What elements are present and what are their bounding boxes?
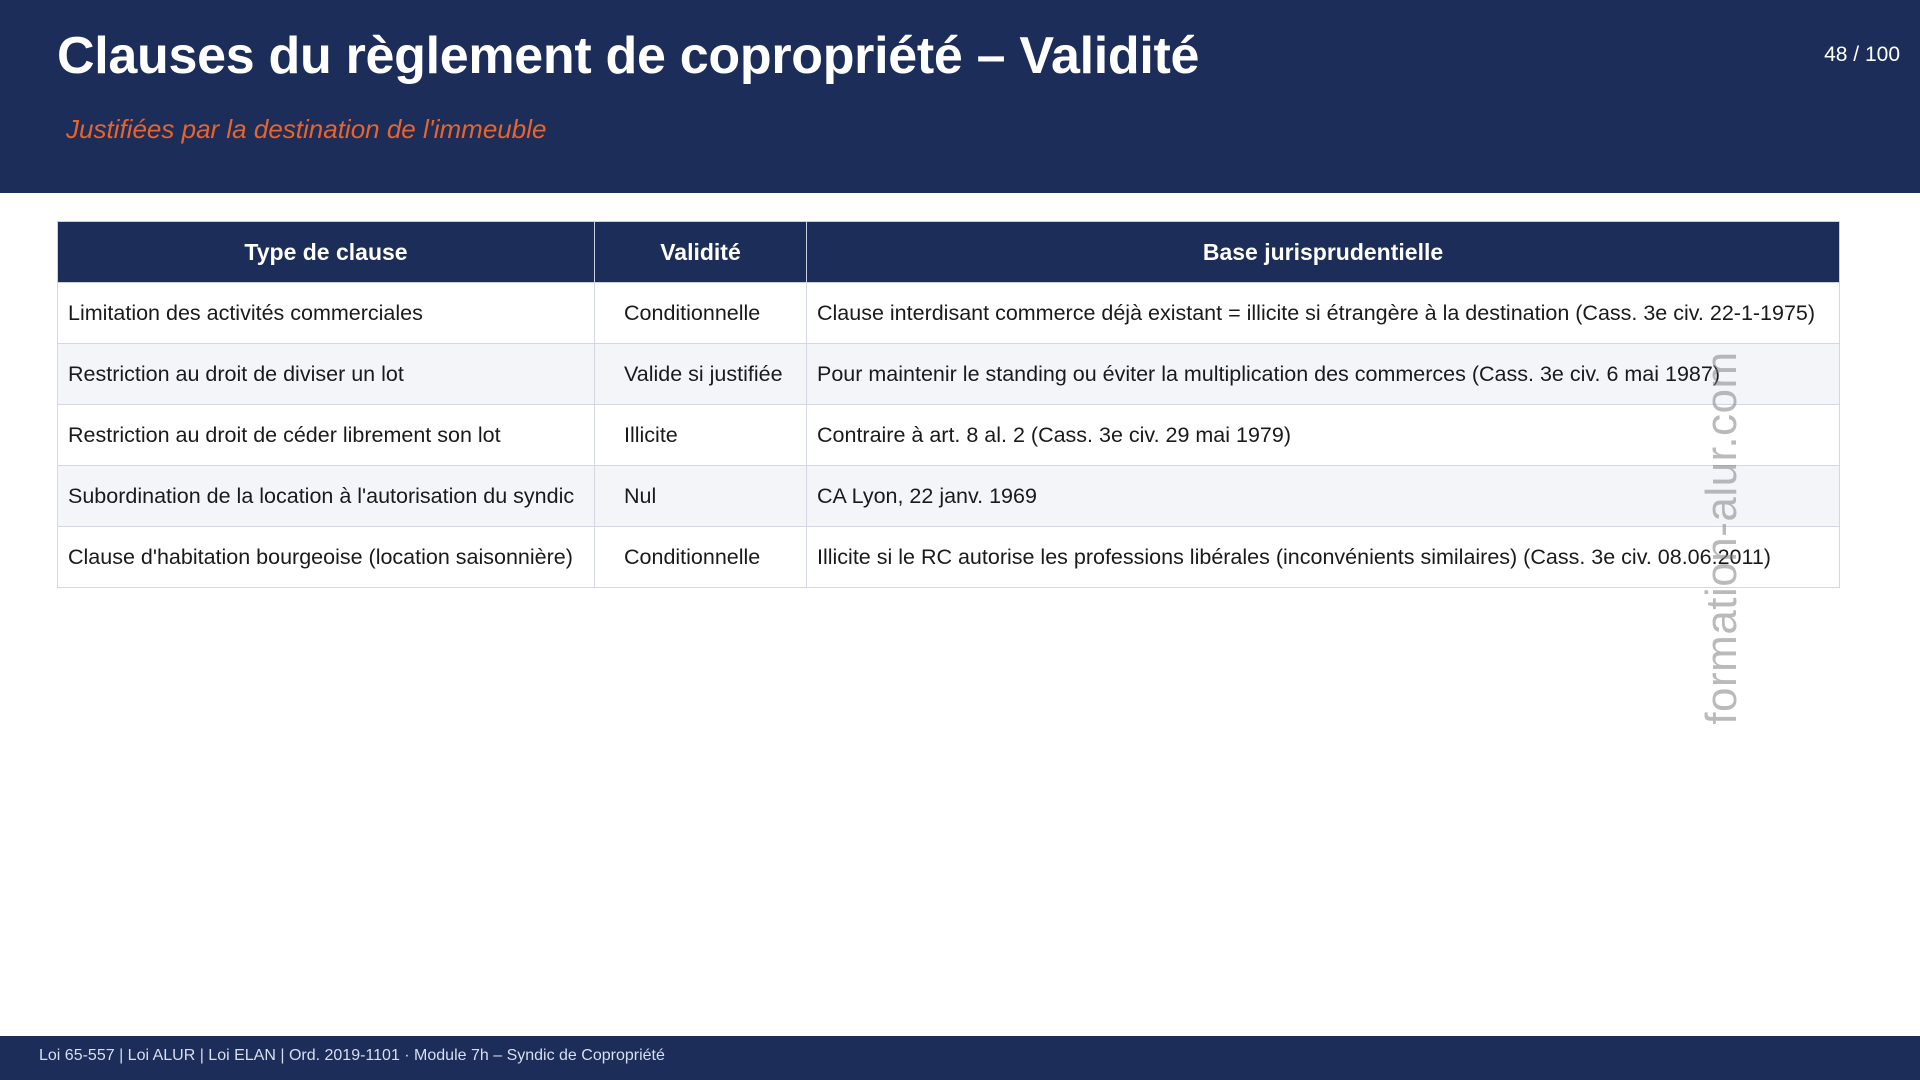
cell-validite: Nul: [595, 466, 807, 527]
cell-base: Pour maintenir le standing ou éviter la multiplication des commerces (Cass. 3e civ. 6 mai 1987): [807, 344, 1840, 405]
cell-validite: Conditionnelle: [595, 527, 807, 588]
table-row: [58, 283, 1840, 344]
cell-validite: Valide si justifiée: [595, 344, 807, 405]
page-subtitle: Justifiées par la destination de l'immeuble: [66, 114, 547, 144]
page-title: Clauses du règlement de copropriété – Validité: [57, 27, 1200, 85]
slide-footer: [0, 1036, 1920, 1080]
cell-base: Clause interdisant commerce déjà existant = illicite si étrangère à la destination (Cass. 3e civ. 22-1-1975): [807, 283, 1840, 344]
column-header-type: Type de clause: [58, 222, 595, 283]
cell-type: Subordination de la location à l'autorisation du syndic: [58, 466, 595, 527]
table-row: [58, 344, 1840, 405]
cell-type: Clause d'habitation bourgeoise (location saisonnière): [58, 527, 595, 588]
column-header-base: Base jurisprudentielle: [807, 222, 1840, 283]
watermark: formation-alur.com: [1697, 351, 1746, 725]
cell-validite: Illicite: [595, 405, 807, 466]
page-number: 48 / 100: [1824, 43, 1900, 66]
table-row: [58, 527, 1840, 588]
cell-type: Limitation des activités commerciales: [58, 283, 595, 344]
column-header-validite: Validité: [595, 222, 807, 283]
clauses-table: [57, 221, 1840, 588]
cell-base: Contraire à art. 8 al. 2 (Cass. 3e civ. 29 mai 1979): [807, 405, 1840, 466]
table-header-row: [58, 222, 1840, 283]
cell-base: Illicite si le RC autorise les professions libérales (inconvénients similaires) (Cass. 3e civ. 08.06.2011): [807, 527, 1840, 588]
cell-validite: Conditionnelle: [595, 283, 807, 344]
table-row: [58, 405, 1840, 466]
table-row: [58, 466, 1840, 527]
slide-header: [0, 0, 1920, 193]
cell-type: Restriction au droit de diviser un lot: [58, 344, 595, 405]
cell-base: CA Lyon, 22 janv. 1969: [807, 466, 1840, 527]
footer-text: Loi 65-557 | Loi ALUR | Loi ELAN | Ord. 2019-1101 · Module 7h – Syndic de Copropriété: [39, 1047, 665, 1064]
cell-type: Restriction au droit de céder librement son lot: [58, 405, 595, 466]
